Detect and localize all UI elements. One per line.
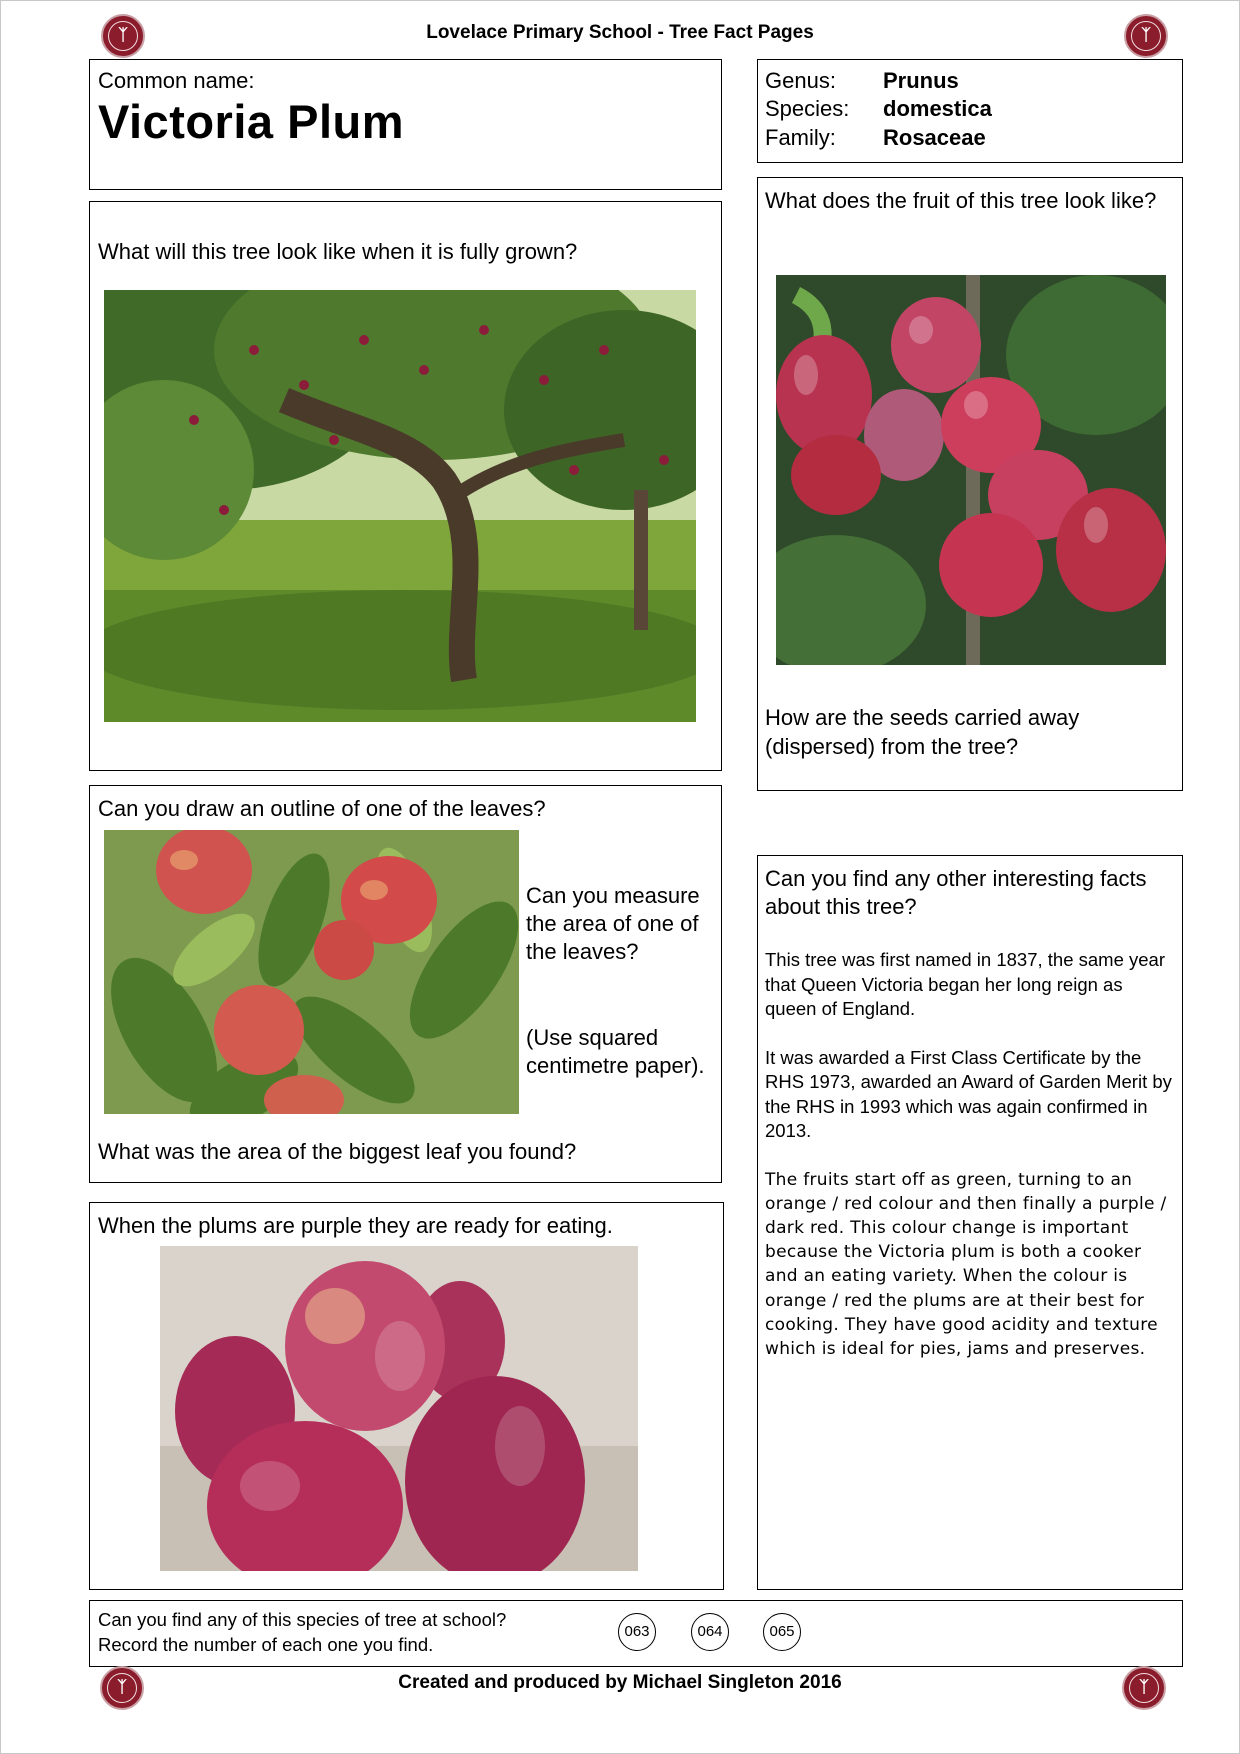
common-name-label: Common name: <box>98 68 255 93</box>
leaves-box <box>89 785 722 1183</box>
family-value: Rosaceae <box>883 125 986 150</box>
genus-value: Prunus <box>883 68 959 93</box>
fruit-question: What does the fruit of this tree look like? <box>765 188 1157 213</box>
school-logo-top-right: ᛉ <box>1124 14 1168 58</box>
plums-photo <box>160 1246 638 1571</box>
leaves-note: (Use squared centimetre paper). <box>526 1025 705 1078</box>
seeds-question: How are the seeds carried away (dispersed) from the tree? <box>765 705 1080 759</box>
leaves-question: Can you draw an outline of one of the leaves? <box>98 796 546 821</box>
footer-credit: Created and produced by Michael Singleton 2016 <box>398 1672 842 1693</box>
tree-number-065: 065 <box>763 1613 801 1651</box>
school-logo-bottom-right: ᛉ <box>1122 1666 1166 1710</box>
fully-grown-question: What will this tree look like when it is fully grown? <box>98 239 578 264</box>
tree-number-063: 063 <box>618 1613 656 1651</box>
leaves-photo <box>104 830 519 1114</box>
facts-question: Can you find any other interesting facts about this tree? <box>765 866 1147 919</box>
facts-box <box>757 855 1183 1590</box>
family-row <box>765 125 986 151</box>
species-row <box>765 96 992 122</box>
school-logo-bottom-left: ᛉ <box>100 1666 144 1710</box>
record-line-2: Record the number of each one you find. <box>98 1634 434 1655</box>
genus-row <box>765 68 959 94</box>
tree-number-064: 064 <box>691 1613 729 1651</box>
record-box <box>89 1600 1183 1667</box>
fact-paragraph-3: The fruits start off as green, turning to an orange / red colour and then finally a purple / dark red. This colour change is important because the Victoria plum is both a cooker and an eating variety. When the colour is orange / red the plums are at their best for cooking. They have good acidity and texture which is ideal for pies, jams and preserves. <box>765 1169 1167 1359</box>
record-line-1: Can you find any of this species of tree at school? <box>98 1609 507 1630</box>
fact-paragraph-2: It was awarded a First Class Certificate by the RHS 1973, awarded an Award of Garden Merit by the RHS in 1993 which was again confirmed in 2013. <box>765 1046 1172 1141</box>
common-name-box <box>89 59 722 190</box>
species-value: domestica <box>883 96 992 121</box>
fruit-photo <box>776 275 1166 665</box>
species-label: Species: <box>765 96 850 121</box>
fact-paragraph-1: This tree was first named in 1837, the same year that Queen Victoria began her long reign as queen of England. <box>765 949 1165 1019</box>
fully-grown-box <box>89 201 722 771</box>
ripe-plums-box <box>89 1202 724 1590</box>
ripe-text: When the plums are purple they are ready for eating. <box>98 1213 613 1238</box>
fruit-box <box>757 177 1183 791</box>
taxonomy-box <box>757 59 1183 163</box>
facts-text <box>765 948 1177 1385</box>
tree-photo <box>104 290 696 722</box>
school-logo-top-left: ᛉ <box>101 14 145 58</box>
genus-label: Genus: <box>765 68 836 93</box>
common-name-value: Victoria Plum <box>98 95 405 148</box>
page-title: Lovelace Primary School - Tree Fact Pages <box>426 22 814 43</box>
family-label: Family: <box>765 125 836 150</box>
leaves-measure: Can you measure the area of one of the leaves? <box>526 883 700 964</box>
leaves-biggest: What was the area of the biggest leaf you found? <box>98 1139 577 1164</box>
